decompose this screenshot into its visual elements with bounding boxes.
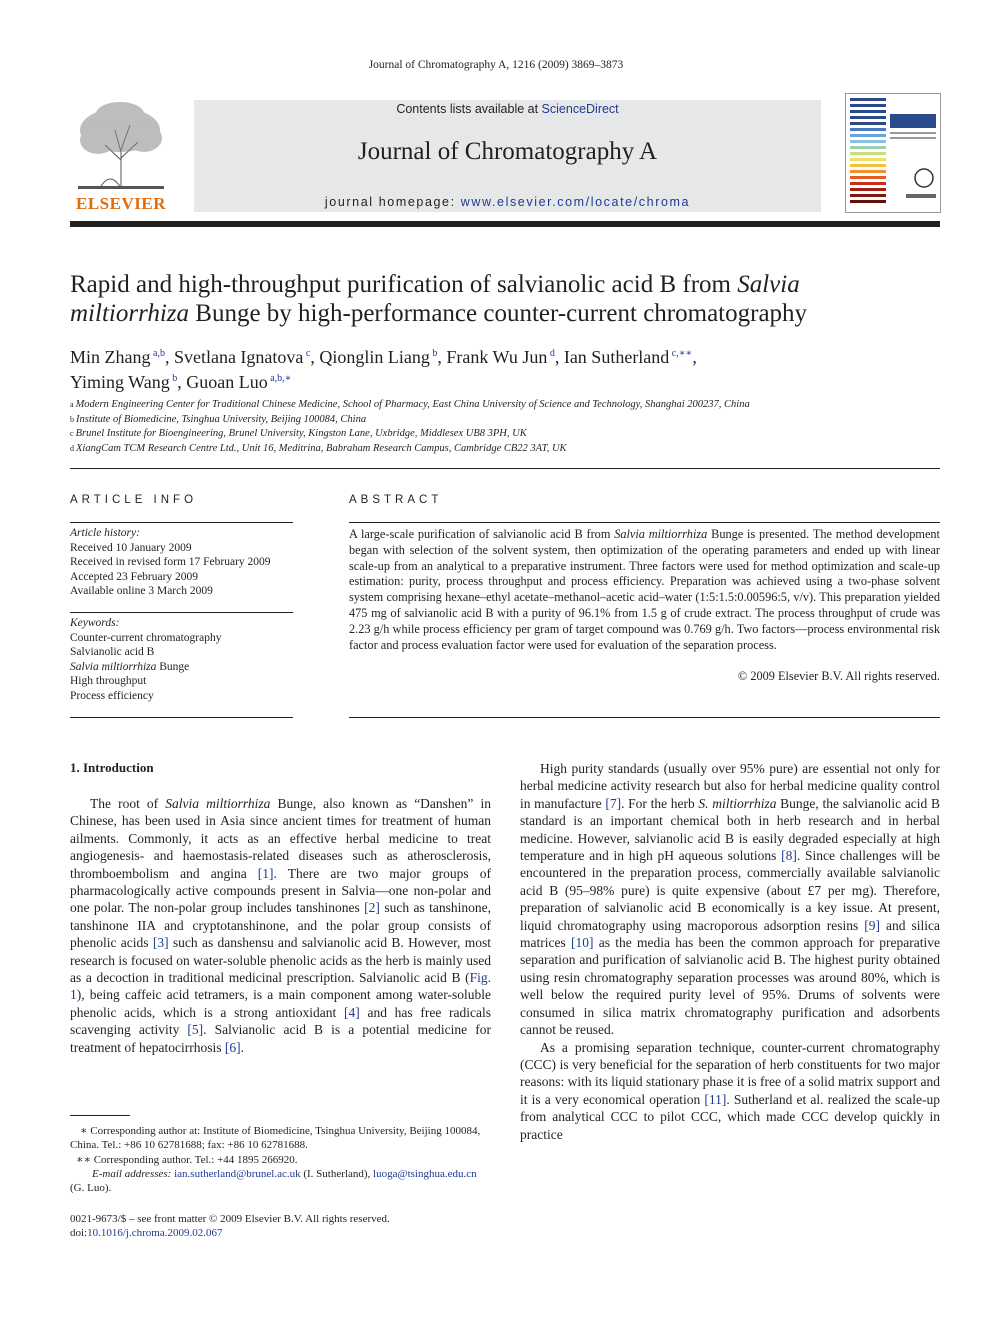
author-affiliation-mark[interactable]: c,∗∗ (669, 348, 693, 359)
journal-homepage (194, 195, 821, 209)
footnote-emails: E-mail addresses: ian.sutherland@brunel.ac.uk (I. Sutherland), luoga@tsinghua.edu.cn (G. Luo). (70, 1167, 477, 1195)
author-name: Guoan Luo (186, 372, 268, 392)
affiliation-item (70, 442, 930, 457)
abstract-copyright: © 2009 Elsevier B.V. All rights reserved. (737, 669, 940, 683)
article-info-heading: ARTICLE INFO (70, 494, 198, 506)
paragraph: High purity standards (usually over 95% pure) are essential not only for herbal medicine activity research but also for herbal medicine quality control in manufacture [7]. For the herb S. miltiorrhiza Bunge, the salvianolic acid B standard is an important chemical both in herb research and in herbal medicine. However, salvianolic acid B is easily degraded especially at high temperature and in high pH aqueous solutions [8]. Since challenges will be encountered in the preparation process, commercially available salvianolic acid B (95–98% pure) is quite expensive (about £7 per mg). Therefore, preparation of salvianolic acid B economically is a key issue. At present, liquid chromatography using macroporous adsorption resins [9] and silica matrices [10] as the media has been the common approach for preparative separation and purification of salvianolic acid B. The highest purity obtained using resin chromatography separation processes was around 80%, which is well below the required purity level of 95%. Drums of solvents were consumed in silica matrix chromatography purification and adsorbents cannot be reused. (520, 761, 940, 1038)
affiliation-item (70, 427, 930, 442)
body-column-left (70, 795, 491, 1056)
history-revised: Received in revised form 17 February 2009 (70, 556, 271, 568)
author-separator: , (437, 347, 447, 367)
article-history (70, 526, 295, 599)
citation-link[interactable]: [5] (187, 1022, 204, 1038)
keyword-item: Counter-current chromatography (70, 631, 222, 644)
article-info-rule-top (70, 522, 293, 523)
citation-link[interactable]: [9] (864, 917, 880, 933)
contents-line (194, 102, 821, 116)
article-title: Rapid and high-throughput purification of salvianolic acid B from Salvia miltiorrhiza Bunge by high-performance counter-current chromatography (70, 271, 808, 327)
abstract-rule-bottom (349, 717, 940, 718)
affiliation-text: XiangCam TCM Research Centre Ltd., Unit 16, Meditrina, Babraham Research Campus, Cambridge CB22 3AT, UK (76, 442, 567, 454)
body-column-right (520, 760, 940, 1143)
affiliation-text: Modern Engineering Center for Traditional Chinese Medicine, School of Pharmacy, East China University of Science and Technology, Shanghai 200237, China (75, 399, 750, 410)
keyword-item: High throughput (70, 675, 147, 687)
journal-name: Journal of Chromatography A (357, 138, 658, 165)
citation-link[interactable]: [8] (781, 848, 797, 864)
paragraph: As a promising separation technique, counter-current chromatography (CCC) is very beneficial for the separation of herb constituents for two major reasons: with its liquid stationary phase it is free of a solid matrix support and it is a very economical operation [11]. Sutherland et al. realized the scale-up from analytical CCC to pilot CCC, which made CCC develop quickly in practice (520, 1039, 940, 1142)
running-head: Journal of Chromatography A, 1216 (2009) 3869–3873 (368, 59, 624, 71)
footnote-corresponding-1: ∗ Corresponding author at: Institute of Biomedicine, Tsinghua University, Beijing 100084, China. Tel.: +86 10 62781688; fax: +86 10 62781688. (70, 1125, 481, 1152)
citation-link[interactable]: [11] (704, 1091, 727, 1107)
homepage-label: journal homepage: (324, 195, 461, 209)
homepage-link[interactable]: www.elsevier.com/locate/chroma (460, 195, 691, 209)
keywords (70, 616, 295, 703)
paragraph: The root of Salvia miltiorrhiza Bunge, also known as “Danshen” in Chinese, has been used in Asia since ancient times for treatment of human ailments. Commonly, it acts as an effective herbal medicine to treat angiogenesis- and haemostasis-related diseases such as atherosclerosis, thromboembolism and angina [1]. There are two major groups of pharmacologically active compounds present in Salvia—one non-polar and one polar. The non-polar group includes tanshinones [2] such as tanshinone, tanshinone IIA and cryptotanshinone, and the polar group consists of phenolic acids [3] such as danshensu and salvianolic acid B. However, most research is focused on water-soluble phenolic acids as the herb is mainly used as a decoction in traditional medicinal prescription. Salvianolic acid B (Fig. 1), being caffeic acid tetramers, is a main component among water-soluble phenolic acids, which is a strong antioxidant [4] and has free radicals scavenging activity [5]. Salvianolic acid B is a potential medicine for treatment of hepatocirrhosis [6]. (70, 796, 492, 1055)
header-rule (70, 221, 940, 227)
abstract-rule-top (349, 522, 940, 523)
author-affiliation-mark[interactable]: a,b (150, 348, 165, 359)
affiliation-label: a (70, 400, 76, 409)
abstract-heading: ABSTRACT (349, 494, 443, 506)
affiliation-item (70, 413, 930, 428)
affiliation-label: b (70, 414, 76, 424)
citation-link[interactable]: [2] (364, 900, 380, 916)
citation-link[interactable]: [4] (344, 1004, 360, 1020)
doi-line: doi:10.1016/j.chroma.2009.02.067 (70, 1227, 223, 1240)
figure-link[interactable]: Fig. 1 (70, 970, 491, 1003)
author-affiliation-mark[interactable]: b (169, 373, 178, 384)
author-name: Min Zhang (70, 347, 151, 367)
footnote-rule (70, 1115, 130, 1116)
author-separator: , (164, 347, 174, 367)
affiliation-label: c (70, 429, 76, 438)
author-name: Svetlana Ignatova (173, 347, 304, 367)
affiliation-item (70, 398, 930, 413)
author-name: Ian Sutherland (563, 347, 670, 367)
affiliations (70, 398, 930, 456)
citation-link[interactable]: [10] (571, 935, 594, 951)
front-matter-line: 0021-9673/$ – see front matter © 2009 Elsevier B.V. All rights reserved. (70, 1213, 390, 1225)
author-name: Frank Wu Jun (446, 347, 548, 367)
history-received: Received 10 January 2009 (70, 541, 192, 554)
author-affiliation-mark[interactable]: d (547, 348, 555, 359)
abstract-text: A large-scale purification of salvianolic acid B from Salvia miltiorrhiza Bunge is presented. The method development began with selection of the solvent system, then optimization of the operating parameters and ended up with linear scale-up from an analytical to a preparative instrument. Three factors were used for method optimization and scale-up estimation: purity, process throughput and process efficiency. Preparation was achieved using a two-phase solvent system comprising hexane–ethyl acetate–methanol–acetic acid–water (1:5:1.5:0.00596:5, v/v). This preparation yielded 475 mg of salvianolic acid B with a purity of 96.1% from 1.5 g of crude extract. The process throughput of crude was 2.23 g/h while process efficiency per gram of target compound was 0.769 g/h. Two factors—process environmental risk factor and process evaluation factor were used for evaluation of the separation process. (349, 527, 940, 652)
author-line-1 (70, 343, 870, 368)
citation-link[interactable]: [1] (257, 865, 274, 881)
affiliation-text: Institute of Biomedicine, Tsinghua University, Beijing 100084, China (76, 413, 367, 425)
front-matter (70, 1212, 491, 1241)
journal-cover-thumbnail (845, 93, 941, 213)
footnote-corresponding-2: ∗∗ Corresponding author. Tel.: +44 1895 266920. (76, 1153, 298, 1166)
history-online: Available online 3 March 2009 (70, 585, 213, 597)
contents-prefix: Contents lists available at (396, 102, 542, 116)
author-separator: , (554, 347, 564, 367)
footnotes (70, 1124, 491, 1195)
section-heading-introduction: 1. Introduction (70, 760, 154, 775)
author-separator: , (310, 347, 320, 367)
history-label: Article history: (70, 527, 140, 539)
author-name: Yiming Wang (70, 372, 170, 392)
author-affiliation-mark[interactable]: b (429, 348, 438, 359)
citation-link[interactable]: [3] (152, 935, 169, 951)
article-info-rule-mid (70, 612, 293, 613)
author-list (70, 343, 870, 393)
keywords-label: Keywords: (70, 617, 120, 629)
doi-link[interactable]: 10.1016/j.chroma.2009.02.067 (87, 1227, 223, 1240)
author-affiliation-mark[interactable]: a,b,∗ (267, 373, 292, 384)
author-affiliation-mark[interactable]: c (303, 348, 311, 359)
citation-link[interactable]: [6] (224, 1039, 241, 1055)
keyword-item: Salvianolic acid B (70, 646, 155, 658)
history-accepted: Accepted 23 February 2009 (70, 570, 199, 583)
author-separator: , (177, 372, 187, 392)
keyword-item: Salvia miltiorrhiza Bunge (70, 660, 190, 673)
affiliation-text: Brunel Institute for Bioengineering, Brunel University, Kingston Lane, Uxbridge, Middlesex UB8 3PH, UK (75, 428, 527, 439)
sciencedirect-link[interactable]: ScienceDirect (541, 102, 619, 116)
keyword-item: Process efficiency (70, 689, 154, 702)
affiliation-label: d (70, 443, 76, 453)
author-line-2 (70, 368, 870, 393)
article-info-rule-bottom (70, 717, 293, 718)
elsevier-wordmark: ELSEVIER (76, 194, 166, 213)
affiliations-rule (70, 468, 940, 469)
citation-link[interactable]: [7] (605, 795, 622, 811)
email-link[interactable]: luoga@tsinghua.edu.cn (373, 1167, 477, 1180)
author-separator: , (692, 347, 697, 367)
email-link[interactable]: ian.sutherland@brunel.ac.uk (174, 1167, 301, 1180)
author-name: Qionglin Liang (319, 347, 430, 367)
